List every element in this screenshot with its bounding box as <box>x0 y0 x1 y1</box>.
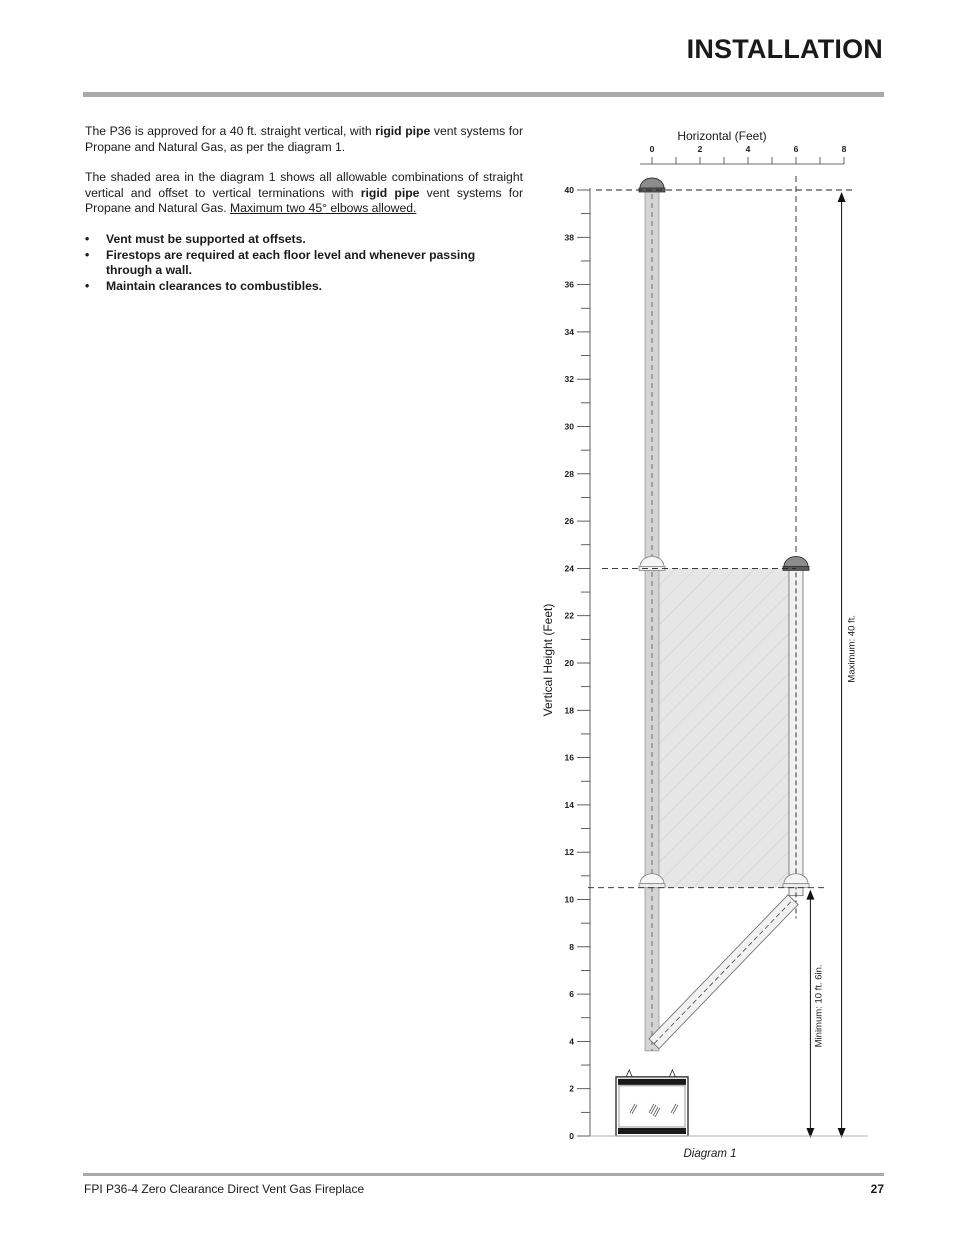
x-tick-label: 4 <box>745 144 751 154</box>
x-tick-label: 0 <box>649 144 655 154</box>
y-tick-label: 0 <box>569 1131 574 1141</box>
y-tick-label: 30 <box>564 421 574 432</box>
y-tick-label: 18 <box>564 705 574 716</box>
y-tick-label: 20 <box>564 658 574 668</box>
page-number: 27 <box>870 1182 884 1196</box>
y-tick-label: 34 <box>564 326 574 337</box>
fireplace-unit <box>616 1070 688 1136</box>
cap-outline-minimum-base <box>639 884 665 888</box>
maximum-height-label: Maximum: 40 ft. <box>846 615 858 683</box>
termination-cap-offset <box>784 556 808 566</box>
y-tick-label: 28 <box>564 468 574 479</box>
minimum-height-arrow-head-top <box>806 890 814 900</box>
vertical-axis-label: Vertical Height (Feet) <box>541 603 555 717</box>
horizontal-axis-label: Horizontal (Feet) <box>677 129 767 143</box>
intro-paragraph-2: The shaded area in the diagram 1 shows all allowable combinations of straight vertical and offset to vertical terminations with rigid pipe vent systems for Propane and Natural Gas. Maximum two 45° elbows allowed. <box>85 170 524 216</box>
y-tick-label: 14 <box>564 799 574 810</box>
y-tick-label: 6 <box>569 989 574 1000</box>
elbow-note: Maximum two 45° elbows allowed. <box>229 201 417 216</box>
minimum-height-label: Minimum: 10 ft. 6in. <box>813 964 825 1048</box>
y-tick-label: 38 <box>564 232 574 243</box>
y-tick-label: 16 <box>564 752 574 763</box>
x-tick-label: 8 <box>841 144 847 154</box>
elbow-outline-offset-base <box>783 884 809 888</box>
footer-divider <box>83 1173 884 1176</box>
standoff-mark <box>669 1070 675 1077</box>
vent-configuration-diagram <box>530 120 880 1165</box>
x-tick-label: 2 <box>697 144 703 154</box>
y-tick-label: 40 <box>564 185 574 195</box>
body-text <box>85 124 523 294</box>
y-tick-label: 10 <box>564 894 574 905</box>
y-tick-label: 2 <box>569 1083 574 1094</box>
standoff-mark <box>626 1070 632 1077</box>
cap-outline-24ft <box>640 556 664 566</box>
maximum-height-arrow-head-top <box>838 192 846 202</box>
page-title: INSTALLATION <box>686 34 883 64</box>
horizontal-axis-ticks <box>640 144 847 164</box>
list-item: • Maintain clearances to combustibles. <box>85 279 523 295</box>
allowable-offset-hatch <box>659 568 792 887</box>
fireplace-bottom-band <box>618 1128 686 1134</box>
fireplace-glass <box>619 1086 685 1127</box>
y-tick-label: 8 <box>569 941 574 952</box>
y-tick-label: 32 <box>564 374 574 385</box>
list-item: • Vent must be supported at offsets. <box>85 232 523 248</box>
diagram-caption: Diagram 1 <box>683 1148 737 1160</box>
header-divider <box>83 92 884 97</box>
y-tick-label: 26 <box>564 516 574 527</box>
requirements-list <box>85 232 523 294</box>
termination-cap-40ft <box>640 178 664 188</box>
y-tick-label: 36 <box>564 279 574 290</box>
intro-paragraph-1: The P36 is approved for a 40 ft. straight vertical, with rigid pipe vent systems for Propane and Natural Gas, as per the diagram 1. <box>85 124 524 154</box>
fireplace-top-band <box>618 1079 686 1085</box>
y-tick-label: 22 <box>564 610 574 621</box>
y-tick-label: 24 <box>564 563 574 574</box>
y-tick-label: 4 <box>569 1036 574 1047</box>
y-tick-label: 12 <box>564 847 574 858</box>
footer-document-title: FPI P36-4 Zero Clearance Direct Vent Gas Fireplace <box>84 1182 365 1196</box>
x-tick-label: 6 <box>793 144 799 154</box>
list-item: • Firestops are required at each floor level and whenever passing through a wall. <box>85 248 523 279</box>
vertical-axis-ticks <box>565 185 590 1141</box>
